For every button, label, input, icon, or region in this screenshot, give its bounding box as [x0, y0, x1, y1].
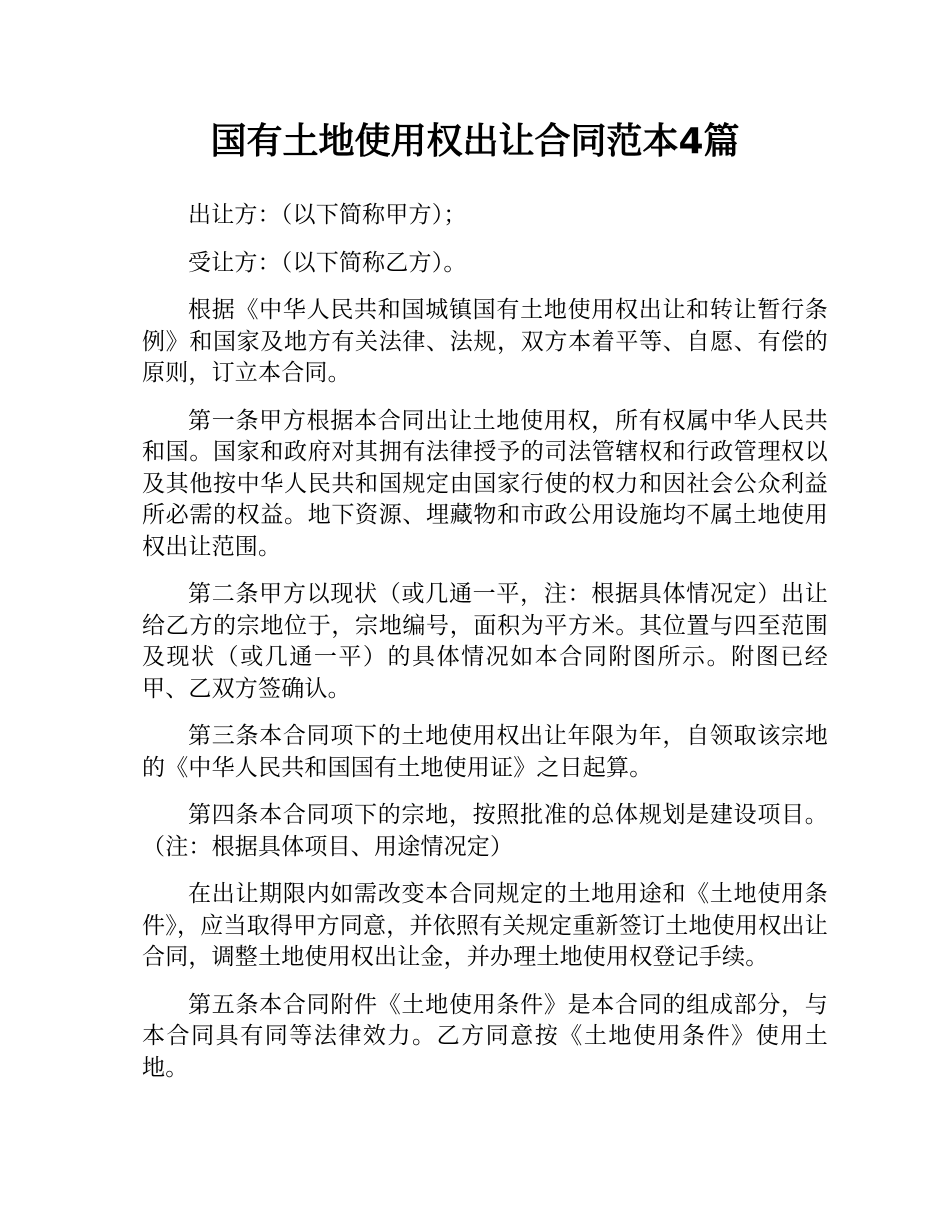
paragraph-transferor: 出让方：（以下简称甲方）；: [188, 202, 467, 228]
paragraph-article-5: 第五条本合同附件《土地使用条件》是本合同的组成部分，与本合同具有同等法律效力。乙方同意按《土地使用条件》使用土地。: [142, 991, 828, 1081]
paragraph-transferee: 受让方：（以下简称乙方）。: [188, 249, 467, 276]
paragraph-preamble: 根据《中华人民共和国城镇国有土地使用权出让和转让暂行条例》和国家及地方有关法律、法规，双方本着平等、自愿、有偿的原则，订立本合同。: [142, 297, 828, 386]
document-body: [142, 200, 828, 1100]
paragraph-article-1: 第一条甲方根据本合同出让土地使用权，所有权属中华人民共和国。国家和政府对其拥有法律授予的司法管辖权和行政管理权以及其他按中华人民共和国规定由国家行使的权力和因社会公众利益所必需的权益。地下资源、埋藏物和市政公用设施均不属土地使用权出让范围。: [142, 407, 828, 560]
paragraph-land-use-change: 在出让期限内如需改变本合同规定的土地用途和《土地使用条件》，应当取得甲方同意，并依照有关规定重新签订土地使用权出让合同，调整土地使用权出让金，并办理土地使用权登记手续。: [142, 881, 828, 970]
paragraph-article-4: 第四条本合同项下的宗地，按照批准的总体规划是建设项目。（注：根据具体项目、用途情况定）: [142, 802, 828, 860]
paragraph-article-3: 第三条本合同项下的土地使用权出让年限为年，自领取该宗地的《中华人民共和国国有土地使用证》之日起算。: [142, 723, 828, 781]
document-title: 国有土地使用权出让合同范本4篇: [210, 121, 740, 162]
paragraph-article-2: 第二条甲方以现状（或几通一平，注：根据具体情况定）出让给乙方的宗地位于，宗地编号，面积为平方米。其位置与四至范围及现状（或几通一平）的具体情况如本合同附图所示。附图已经甲、乙双方签确认。: [142, 581, 828, 702]
